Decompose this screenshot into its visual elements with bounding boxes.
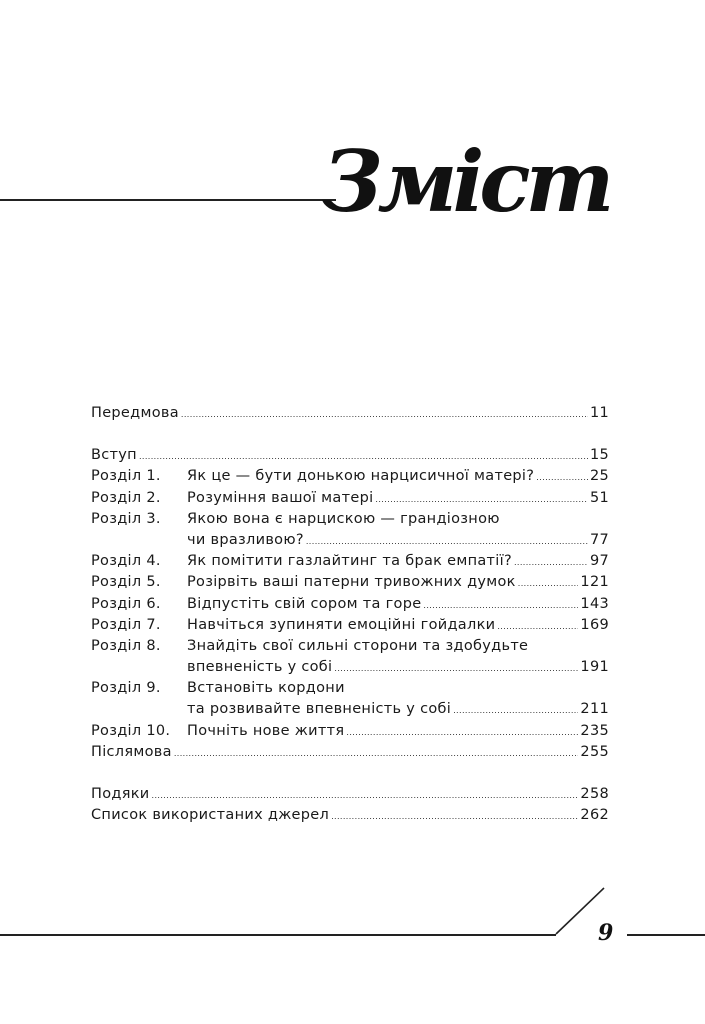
toc-dot-leader [306, 530, 588, 552]
toc-entry[interactable] [91, 594, 609, 615]
toc-dot-leader [346, 721, 578, 743]
toc-entry-title: Встановіть кордони [187, 680, 345, 697]
toc-entry-label: Розділ 6. [91, 595, 161, 612]
toc-entry-label: Розділ 2. [91, 489, 161, 506]
toc-entry-label: Розділ 8. [91, 637, 161, 654]
toc-entry-page: 143 [580, 595, 609, 612]
toc-entry-label: Розділ 7. [91, 616, 161, 633]
toc-entry-page: 15 [589, 447, 609, 464]
toc-entry-label: Передмова [91, 405, 179, 421]
toc-entry-page: 77 [589, 531, 609, 548]
toc-entry-title: Відпустіть свій сором та горе [187, 595, 422, 612]
toc-entry-page: 97 [589, 553, 609, 570]
toc-entry-label: Післямова [91, 743, 172, 760]
title-rule [0, 199, 336, 201]
toc-entry-page: 255 [580, 743, 609, 760]
toc-entry-page: 235 [580, 722, 609, 739]
toc-entry[interactable] [91, 466, 609, 487]
toc-entry[interactable] [91, 530, 609, 551]
toc-entry-label: Розділ 4. [91, 553, 161, 570]
toc-entry[interactable] [91, 805, 609, 826]
toc-entry-page: 51 [589, 489, 609, 506]
toc-entry-title: Почніть нове життя [187, 722, 345, 739]
toc-entry[interactable] [91, 678, 609, 699]
toc-entry-title: Якою вона є нарцискою — грандіозною [187, 510, 500, 527]
toc-entry-page: 191 [580, 659, 609, 676]
toc-dot-leader [375, 488, 588, 510]
toc-entry-title: Знайдіть свої сильні сторони та здобудьте [187, 637, 529, 654]
toc-entry-title: Навчіться зупиняти емоційні гойдалки [187, 616, 496, 633]
toc-spacer [91, 763, 609, 784]
toc-entry[interactable] [91, 572, 609, 593]
toc-entry[interactable] [91, 615, 609, 636]
toc-entry[interactable] [91, 403, 609, 424]
toc-entry[interactable] [91, 551, 609, 572]
toc-entry-page: 262 [580, 807, 609, 824]
toc-entry-title: Як це — бути донькою нарцисичної матері? [187, 468, 535, 485]
toc-entry[interactable] [91, 784, 609, 805]
toc-dot-leader [536, 466, 588, 488]
toc-dot-leader [152, 784, 579, 806]
toc-entry-title: Розірвіть ваші патерни тривожних думок [187, 574, 516, 591]
toc-dot-leader [174, 742, 579, 764]
toc-entry[interactable] [91, 445, 609, 466]
toc-dot-leader [139, 445, 588, 467]
page-title: Зміст [322, 132, 610, 231]
toc-entry-page: 258 [580, 786, 609, 802]
footer-rule [0, 934, 556, 936]
toc-entry-label: Список використаних джерел [91, 807, 330, 824]
toc-dot-leader [518, 572, 579, 594]
toc-entry[interactable] [91, 721, 609, 742]
toc-entry-label: Розділ 5. [91, 574, 161, 591]
toc-dot-leader [497, 615, 578, 637]
toc-dot-leader [453, 699, 578, 721]
toc-entry-page: 121 [580, 574, 609, 591]
toc-entry[interactable] [91, 488, 609, 509]
toc-dot-leader [514, 551, 588, 573]
toc-entry-page: 169 [580, 616, 609, 633]
toc-entry-title: Як помітити газлайтинг та брак емпатії? [187, 553, 512, 570]
toc-entry-page: 25 [589, 468, 609, 485]
toc-dot-leader [181, 403, 588, 425]
toc-entry-title: впевненість у собі [187, 659, 333, 676]
toc-entry[interactable] [91, 742, 609, 763]
footer-rule-right [627, 934, 705, 936]
toc-entry[interactable] [91, 509, 609, 530]
toc-entry-label: Подяки [91, 786, 150, 802]
toc-dot-leader [423, 594, 578, 616]
toc-dot-leader [334, 657, 578, 679]
toc-entry-title: та розвивайте впевненість у собі [187, 701, 452, 718]
toc-entry-title: Розуміння вашої матері [187, 489, 374, 506]
toc-entry-label: Розділ 1. [91, 468, 161, 485]
toc-entry[interactable] [91, 699, 609, 720]
table-of-contents [91, 403, 609, 826]
toc-entry-label: Вступ [91, 447, 137, 464]
toc-entry-page: 211 [580, 701, 609, 718]
toc-entry-label: Розділ 10. [91, 722, 171, 739]
toc-entry[interactable] [91, 657, 609, 678]
toc-dot-leader [331, 805, 578, 827]
toc-entry-label: Розділ 9. [91, 680, 161, 697]
page-number: 9 [598, 920, 614, 946]
toc-entry[interactable] [91, 636, 609, 657]
toc-spacer [91, 424, 609, 445]
toc-entry-page: 11 [589, 405, 609, 421]
toc-entry-label: Розділ 3. [91, 510, 161, 527]
toc-entry-title: чи вразливою? [187, 531, 304, 548]
